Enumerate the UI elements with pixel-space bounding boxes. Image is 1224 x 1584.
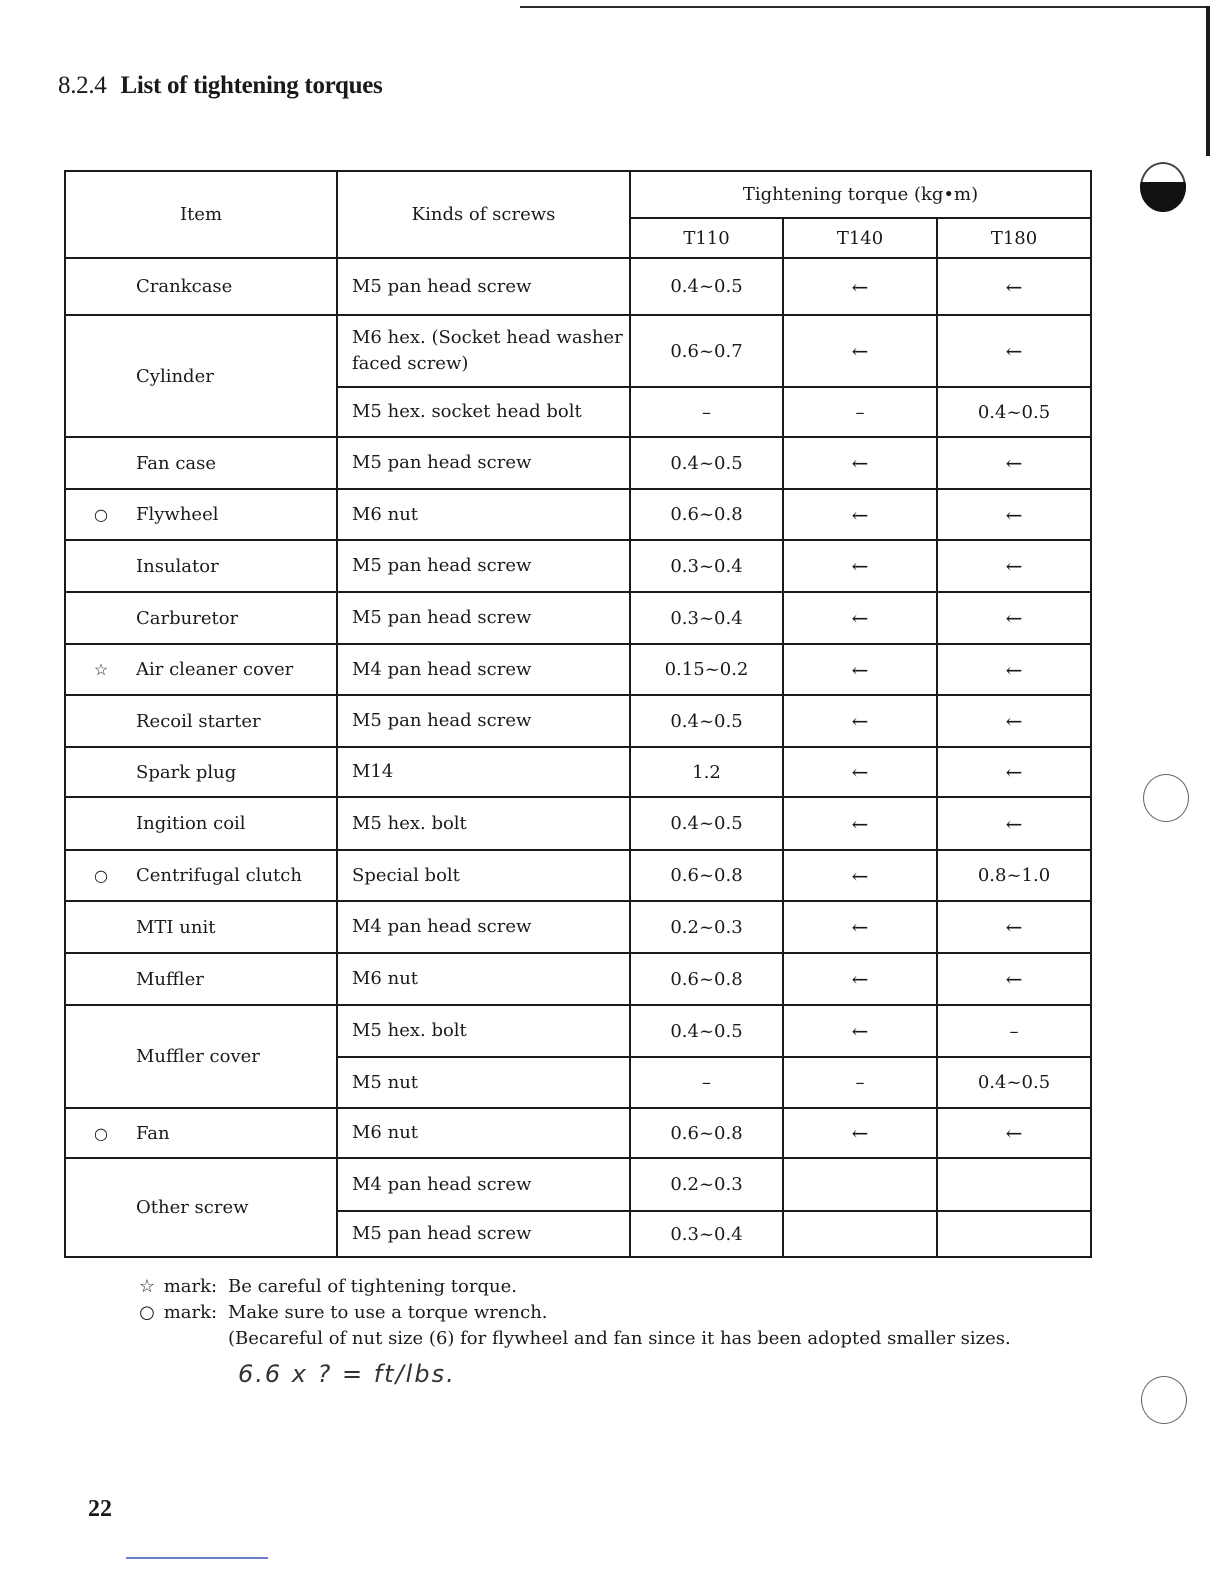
- same-as-left-arrow-icon: ←: [937, 797, 1091, 850]
- same-as-left-arrow-icon: ←: [937, 315, 1091, 387]
- torque-value-cell: [937, 1211, 1091, 1257]
- page-edge-rule: [1206, 6, 1210, 156]
- torque-value-cell: 0.4~0.5: [630, 695, 783, 747]
- table-row: [65, 258, 1091, 315]
- table-body: [65, 258, 1091, 1257]
- same-as-left-arrow-icon: ←: [937, 592, 1091, 644]
- item-label: MTI unit: [136, 916, 216, 938]
- item-label: Muffler: [136, 968, 204, 990]
- same-as-left-arrow-icon: ←: [937, 747, 1091, 797]
- same-as-left-arrow-icon: ←: [783, 437, 937, 489]
- star-mark-icon: ☆: [93, 660, 109, 679]
- same-as-left-arrow-icon: ←: [783, 850, 937, 901]
- torque-value-cell: 0.8~1.0: [937, 850, 1091, 901]
- note-star: [136, 1274, 1011, 1300]
- same-as-left-arrow-icon: ←: [783, 1005, 937, 1057]
- item-cell: [65, 1158, 337, 1257]
- item-cell: [65, 695, 337, 747]
- screw-kind-cell: M4 pan head screw: [337, 1158, 630, 1211]
- screw-kind-cell: Special bolt: [337, 850, 630, 901]
- same-as-left-arrow-icon: ←: [937, 540, 1091, 592]
- same-as-left-arrow-icon: ←: [937, 437, 1091, 489]
- item-cell: [65, 258, 337, 315]
- item-label: Cylinder: [136, 365, 214, 387]
- table-row: [65, 1158, 1091, 1211]
- item-label: Fan case: [136, 452, 217, 474]
- item-label: Muffler cover: [136, 1046, 260, 1067]
- item-label: Other screw: [136, 1197, 249, 1218]
- screw-kind-cell: M5 pan head screw: [337, 258, 630, 315]
- circle-mark-icon: ○: [139, 1302, 155, 1323]
- screw-kind-cell: M5 nut: [337, 1057, 630, 1108]
- screw-kind-cell: M6 nut: [337, 953, 630, 1005]
- item-cell: [65, 592, 337, 644]
- same-as-left-arrow-icon: ←: [783, 258, 937, 315]
- header-model: T140: [783, 218, 937, 258]
- item-cell: [65, 1005, 337, 1108]
- torque-value-cell: 0.6~0.8: [630, 953, 783, 1005]
- torque-value-cell: –: [783, 387, 937, 437]
- table-row: [65, 315, 1091, 387]
- screw-kind-cell: M5 pan head screw: [337, 437, 630, 489]
- handwritten-note: 6.6 x ? = ft/lbs.: [238, 1360, 456, 1388]
- same-as-left-arrow-icon: ←: [783, 489, 937, 540]
- table-row: [65, 695, 1091, 747]
- screw-kind-cell: M6 nut: [337, 1108, 630, 1158]
- same-as-left-arrow-icon: ←: [783, 315, 937, 387]
- item-cell: [65, 315, 337, 437]
- torque-value-cell: 0.2~0.3: [630, 1158, 783, 1211]
- item-label: Air cleaner cover: [136, 659, 294, 680]
- torque-value-cell: 0.2~0.3: [630, 901, 783, 953]
- item-label: Carburetor: [136, 607, 239, 629]
- screw-kind-cell: M14: [337, 747, 630, 797]
- same-as-left-arrow-icon: ←: [783, 901, 937, 953]
- same-as-left-arrow-icon: ←: [783, 953, 937, 1005]
- torque-value-cell: 0.4~0.5: [937, 1057, 1091, 1108]
- same-as-left-arrow-icon: ←: [937, 695, 1091, 747]
- same-as-left-arrow-icon: ←: [937, 901, 1091, 953]
- item-label: Insulator: [136, 555, 219, 577]
- same-as-left-arrow-icon: ←: [783, 747, 937, 797]
- torque-value-cell: –: [630, 387, 783, 437]
- same-as-left-arrow-icon: ←: [783, 540, 937, 592]
- table-row: [65, 540, 1091, 592]
- torque-value-cell: [783, 1211, 937, 1257]
- torque-value-cell: [937, 1158, 1091, 1211]
- punch-hole-icon: [1141, 1376, 1187, 1424]
- table-row: [65, 850, 1091, 901]
- section-title: List of tightening torques: [120, 72, 383, 99]
- same-as-left-arrow-icon: ←: [783, 644, 937, 695]
- table-row: [65, 1108, 1091, 1158]
- torque-value-cell: 0.3~0.4: [630, 540, 783, 592]
- torque-value-cell: [783, 1158, 937, 1211]
- screw-kind-cell: M4 pan head screw: [337, 901, 630, 953]
- item-cell: [65, 644, 337, 695]
- torque-value-cell: –: [937, 1005, 1091, 1057]
- torque-value-cell: –: [630, 1057, 783, 1108]
- page-number: 22: [88, 1496, 112, 1522]
- header-item: Item: [65, 171, 337, 258]
- same-as-left-arrow-icon: ←: [937, 258, 1091, 315]
- item-cell: [65, 747, 337, 797]
- star-mark-icon: ☆: [138, 1276, 156, 1297]
- header-torque: Tightening torque (kg•m): [630, 171, 1091, 218]
- torque-value-cell: 0.6~0.8: [630, 489, 783, 540]
- note-label: mark:: [163, 1302, 218, 1323]
- header-model: T110: [630, 218, 783, 258]
- torque-value-cell: 0.6~0.8: [630, 1108, 783, 1158]
- punch-hole-icon: [1140, 162, 1186, 212]
- item-cell: [65, 850, 337, 901]
- bottom-rule: [126, 1557, 268, 1559]
- screw-kind-cell: M5 hex. bolt: [337, 1005, 630, 1057]
- same-as-left-arrow-icon: ←: [937, 644, 1091, 695]
- header-model: T180: [937, 218, 1091, 258]
- screw-kind-cell: M5 pan head screw: [337, 540, 630, 592]
- same-as-left-arrow-icon: ←: [783, 592, 937, 644]
- note-detail: (Becareful of nut size (6) for flywheel and fan since it has been adopted smaller sizes.: [228, 1328, 1011, 1349]
- item-cell: [65, 540, 337, 592]
- notes: [136, 1274, 1011, 1352]
- item-label: Flywheel: [136, 504, 219, 525]
- top-rule: [520, 6, 1210, 8]
- torque-value-cell: 0.4~0.5: [630, 797, 783, 850]
- circle-mark-icon: ○: [94, 1123, 108, 1143]
- note-text: Be careful of tightening torque.: [228, 1276, 517, 1297]
- torque-value-cell: 0.6~0.7: [630, 315, 783, 387]
- table-row: [65, 1005, 1091, 1057]
- torque-value-cell: 0.4~0.5: [630, 437, 783, 489]
- header-kinds: Kinds of screws: [337, 171, 630, 258]
- torque-value-cell: 0.3~0.4: [630, 1211, 783, 1257]
- section-number: 8.2.4: [58, 72, 107, 99]
- note-circle: [136, 1300, 1011, 1326]
- circle-mark-icon: ○: [94, 505, 108, 524]
- torque-value-cell: –: [783, 1057, 937, 1108]
- item-cell: [65, 953, 337, 1005]
- same-as-left-arrow-icon: ←: [937, 489, 1091, 540]
- torque-value-cell: 0.3~0.4: [630, 592, 783, 644]
- table-row: [65, 901, 1091, 953]
- screw-kind-cell: M5 hex. socket head bolt: [337, 387, 630, 437]
- table-row: [65, 797, 1091, 850]
- note-text: Make sure to use a torque wrench.: [228, 1302, 548, 1323]
- page-title: [58, 72, 382, 100]
- item-cell: [65, 1108, 337, 1158]
- note-label: mark:: [163, 1276, 218, 1297]
- table-row: [65, 489, 1091, 540]
- torque-value-cell: 0.15~0.2: [630, 644, 783, 695]
- torque-value-cell: 0.4~0.5: [630, 258, 783, 315]
- item-label: Centrifugal clutch: [136, 865, 302, 886]
- screw-kind-cell: M5 hex. bolt: [337, 797, 630, 850]
- table-row: [65, 644, 1091, 695]
- screw-kind-cell: M4 pan head screw: [337, 644, 630, 695]
- item-label: Recoil starter: [136, 710, 261, 732]
- screw-kind-cell: M6 hex. (Socket head washer faced screw): [337, 315, 630, 387]
- table-row: [65, 437, 1091, 489]
- same-as-left-arrow-icon: ←: [937, 1108, 1091, 1158]
- table-row: [65, 747, 1091, 797]
- screw-kind-cell: M6 nut: [337, 489, 630, 540]
- table-row: [65, 953, 1091, 1005]
- same-as-left-arrow-icon: ←: [937, 953, 1091, 1005]
- item-label: Spark plug: [136, 761, 237, 783]
- torque-table: [64, 170, 1092, 1258]
- item-label: Fan: [136, 1122, 170, 1144]
- screw-kind-cell: M5 pan head screw: [337, 695, 630, 747]
- item-cell: [65, 797, 337, 850]
- torque-value-cell: 0.4~0.5: [630, 1005, 783, 1057]
- item-cell: [65, 489, 337, 540]
- screw-kind-cell: M5 pan head screw: [337, 592, 630, 644]
- same-as-left-arrow-icon: ←: [783, 1108, 937, 1158]
- same-as-left-arrow-icon: ←: [783, 695, 937, 747]
- item-cell: [65, 901, 337, 953]
- screw-kind-cell: M5 pan head screw: [337, 1211, 630, 1257]
- circle-mark-icon: ○: [94, 866, 108, 885]
- torque-value-cell: 0.4~0.5: [937, 387, 1091, 437]
- item-label: Ingition coil: [136, 813, 246, 834]
- torque-value-cell: 0.6~0.8: [630, 850, 783, 901]
- item-label: Crankcase: [136, 276, 233, 297]
- item-cell: [65, 437, 337, 489]
- torque-value-cell: 1.2: [630, 747, 783, 797]
- table-row: [65, 592, 1091, 644]
- punch-hole-icon: [1143, 774, 1189, 822]
- same-as-left-arrow-icon: ←: [783, 797, 937, 850]
